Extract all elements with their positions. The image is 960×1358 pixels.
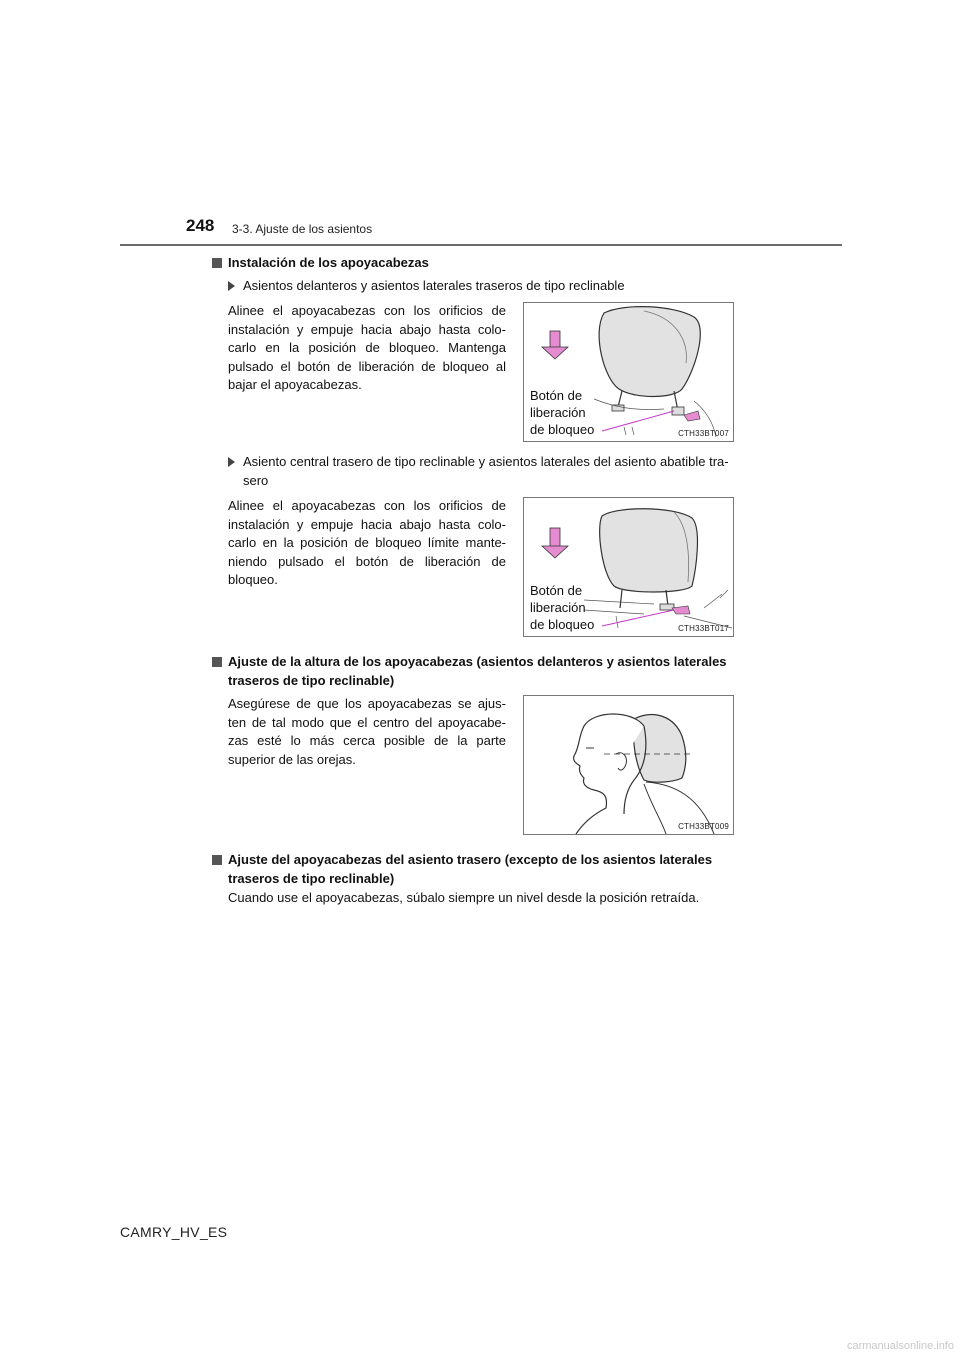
triangle-bullet-icon (228, 281, 235, 291)
head-profile-illustration (524, 696, 733, 834)
figure-head-position (523, 695, 734, 835)
lock-release-label: Botón de liberación de bloqueo (530, 388, 595, 437)
paragraph-front-install: Alinee el apoyacabezas con los orificios de instalación y empuje hacia abajo hasta colo- carlo en la posición de bloqueo. Mantenga pulsado el botón de liberación de bloqueo al bajar el apoyacabezas. (228, 303, 506, 392)
figure-code: CTH33BT007 (678, 429, 729, 438)
heading-install: Instalación de los apoyacabezas (212, 253, 429, 272)
watermark: carmanualsonline.info (846, 1340, 954, 1352)
figure-front-headrest (523, 302, 734, 442)
paragraph-center-install: Alinee el apoyacabezas con los orificios de instalación y empuje hacia abajo hasta colo- carlo en la posición de bloqueo límite mante- niendo pulsado el botón de liberación de bloqueo. (228, 498, 506, 587)
square-bullet-icon (212, 258, 222, 268)
heading-height-adjust: Ajuste de la altura de los apoyacabezas (asientos delanteros y asientos laterales traseros de tipo reclinable) (212, 652, 752, 690)
footer-model: CAMRY_HV_ES (120, 1224, 228, 1240)
square-bullet-icon (212, 657, 222, 667)
down-arrow-icon (542, 528, 568, 558)
figure-center-headrest (523, 497, 734, 637)
down-arrow-icon (542, 331, 568, 359)
page-number: 248 (186, 216, 215, 235)
header-divider (120, 244, 842, 246)
square-bullet-icon (212, 855, 222, 865)
subheading-center-seat: Asiento central trasero de tipo reclinable y asientos laterales del asiento abatible tra- sero (228, 452, 748, 490)
lock-release-label: Botón de liberación de bloqueo (530, 583, 595, 632)
section-title: 3-3. Ajuste de los asientos (232, 222, 373, 236)
heading-rear-headrest: Ajuste del apoyacabezas del asiento trasero (excepto de los asientos laterales traseros de tipo reclinable) (212, 850, 752, 888)
subheading-front-seats: Asientos delanteros y asientos laterales traseros de tipo reclinable (228, 276, 625, 295)
figure-code: CTH33BT009 (678, 822, 729, 831)
paragraph-rear-headrest: Cuando use el apoyacabezas, súbalo siempre un nivel desde la posición retraída. (228, 890, 700, 905)
paragraph-height-adjust: Asegúrese de que los apoyacabezas se ajus- ten de tal modo que el centro del apoyacabe- zas esté lo más cerca posible de la parte superior de las orejas. (228, 696, 506, 767)
triangle-bullet-icon (228, 457, 235, 467)
figure-code: CTH33BT017 (678, 624, 729, 633)
